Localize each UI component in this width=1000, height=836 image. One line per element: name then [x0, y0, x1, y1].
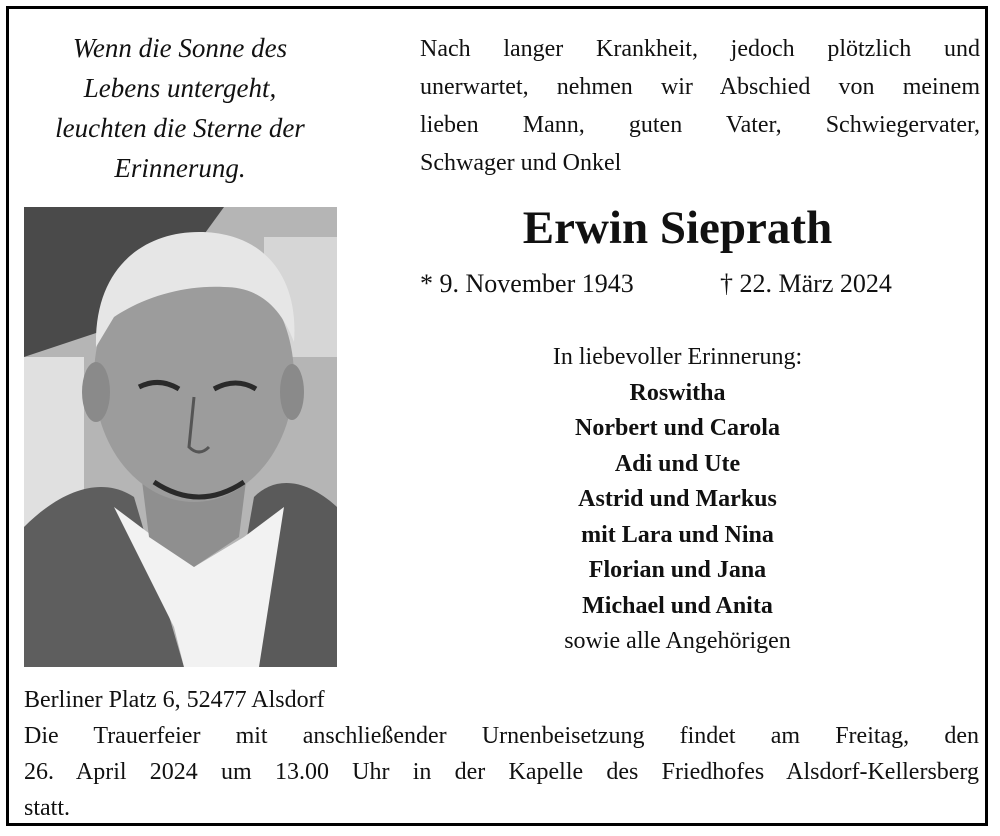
intro-line: Schwager und Onkel	[420, 150, 622, 176]
mourners-block	[420, 340, 935, 660]
birth-date: * 9. November 1943	[420, 269, 634, 298]
mourner-name: Adi und Ute	[614, 450, 741, 477]
funeral-info-line: 26. April 2024 um 13.00 Uhr in der Kapelle des Friedhofes Alsdorf-Kellersberg	[24, 759, 979, 785]
mourner-name: Norbert und Carola	[575, 415, 780, 441]
motto-line: leuchten die Sterne der	[55, 113, 305, 143]
footer-text	[24, 682, 979, 826]
mourner-name: Michael und Anita	[582, 592, 773, 619]
motto-line: Wenn die Sonne des	[72, 33, 288, 63]
portrait-photo	[24, 207, 337, 667]
motto-line: Erinnerung.	[114, 153, 246, 183]
mourner-name: Astrid und Markus	[578, 486, 777, 512]
funeral-info-line: statt.	[24, 795, 70, 821]
portrait-illustration	[24, 207, 337, 667]
intro-line: unerwartet, nehmen wir Abschied von meinem	[420, 74, 980, 100]
intro-text	[420, 30, 980, 182]
mourners-intro: In liebevoller Erinnerung:	[552, 344, 803, 370]
deceased-name: Erwin Sieprath	[522, 202, 833, 254]
mourner-name: Florian und Jana	[588, 557, 767, 583]
motto-line: Lebens untergeht,	[83, 73, 277, 103]
address: Berliner Platz 6, 52477 Alsdorf	[24, 687, 325, 713]
intro-line: lieben Mann, guten Vater, Schwiegervater,	[420, 112, 980, 138]
intro-line: Nach langer Krankheit, jedoch plötzlich und	[420, 36, 980, 62]
mourner-name: Roswitha	[629, 379, 726, 406]
funeral-info-line: Die Trauerfeier mit anschließender Urnenbeisetzung findet am Freitag, den	[24, 723, 979, 749]
death-date: † 22. März 2024	[720, 269, 892, 298]
mourner-name: mit Lara und Nina	[581, 521, 774, 548]
mourners-closing: sowie alle Angehörigen	[564, 628, 791, 654]
motto-quote	[24, 28, 336, 188]
